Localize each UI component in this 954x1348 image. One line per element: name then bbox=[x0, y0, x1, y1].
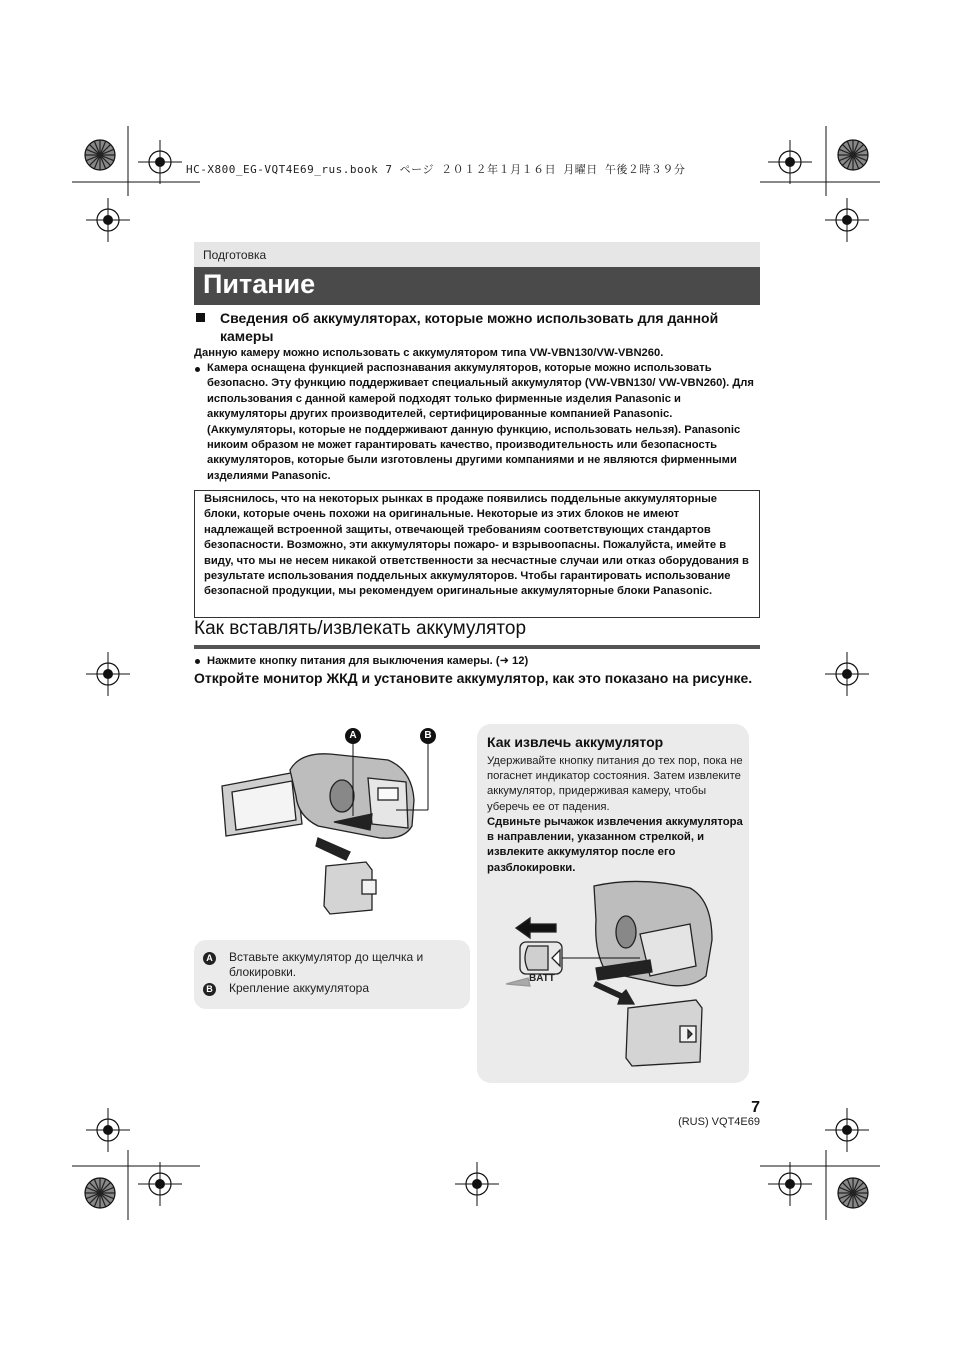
page-title: Питание bbox=[203, 269, 316, 299]
callout-a: A bbox=[345, 728, 361, 744]
remove-battery-text: Удерживайте кнопку питания до тех пор, пока не погаснет индикатор состояния. Затем извлеките аккумулятор, придерживая камеру, чтобы уберечь ее от падения. bbox=[487, 755, 743, 813]
warning-text: Выяснилось, что на некоторых рынках в продаже появились поддельные аккумуляторные блоки, которые очень похожи на оригинальные. Некоторые из этих блоков не имеют надлежащей встроенной защиты, отвечающей требованиям соответствующих стандартов безопасности. Возможно, эти аккумуляторы пожаро- и взрывоопасны. Пожалуйста, имейте в виду, что мы не несем никакой ответственности за несчастные случаи или отказ оборудования в результате использования поддельных аккумуляторов. Чтобы гарантировать использование безопасной продукции, мы рекомендуем оригинальные аккумуляторные блоки Panasonic. bbox=[204, 493, 749, 598]
battery-info-heading-text: Сведения об аккумуляторах, которые можно использовать для данной камеры bbox=[220, 310, 719, 344]
print-header: HC-X800_EG-VQT4E69_rus.book 7 ページ ２０１２年１月１６日 月曜日 午後２時３９分 bbox=[186, 163, 686, 176]
callout-b: B bbox=[420, 728, 436, 744]
legend-text-a: Вставьте аккумулятор до щелчка и блокировки. bbox=[229, 950, 424, 979]
legend-badge-b: B bbox=[203, 983, 216, 996]
batt-label: BATT bbox=[529, 973, 555, 984]
power-note-text: Нажмите кнопку питания для выключения камеры. (➜ 12) bbox=[207, 655, 529, 667]
insert-section-heading: Как вставлять/извлекать аккумулятор bbox=[194, 618, 527, 639]
battery-intro: Данную камеру можно использовать с аккумулятором типа VW-VBN130/VW-VBN260. bbox=[194, 347, 664, 359]
section-label: Подготовка bbox=[203, 248, 267, 262]
insert-step: Откройте монитор ЖКД и установите аккумулятор, как это показано на рисунке. bbox=[194, 670, 753, 686]
remove-battery-title: Как извлечь аккумулятор bbox=[487, 734, 664, 750]
legend-badge-a: A bbox=[203, 952, 216, 965]
battery-bullet-text: Камера оснащена функцией распознавания аккумуляторов, которые можно использовать безопасно. Эту функцию поддерживает специальный аккумулятор (VW-VBN130/ VW-VBN260). Для использования с данной камерой подходят только фирменные изделия Panasonic и аккумуляторы других производителей, сертифицированные компанией Panasonic. (Аккумуляторы, которые не поддерживают данную функцию, использовать нельзя). Panasonic никоим образом не может гарантировать качество, производительность или безопасность аккумуляторов, которые были изготовлены другими компаниями и не являются фирменными изделиями Panasonic. bbox=[207, 362, 754, 482]
legend-text-b: Крепление аккумулятора bbox=[229, 981, 370, 995]
remove-battery-instruction: Сдвиньте рычажок извлечения аккумулятора в направлении, указанном стрелкой, и извлеките аккумулятор после его разблокировки. bbox=[487, 816, 743, 874]
page-code: (RUS) VQT4E69 bbox=[678, 1116, 760, 1128]
page-number: 7 bbox=[751, 1099, 760, 1116]
